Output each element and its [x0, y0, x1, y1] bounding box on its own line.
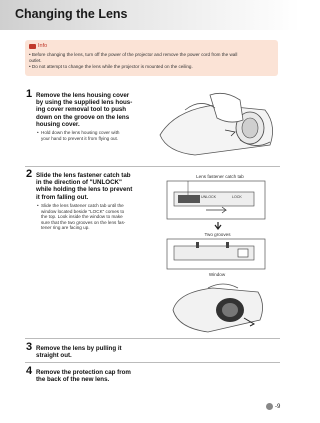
step-1-text [36, 92, 132, 128]
bullet-icon: • [37, 203, 39, 208]
step-line: it from falling out. [36, 193, 89, 201]
lens-cover-removal-illustration [155, 90, 280, 160]
step-line: down on the groove on the lens [36, 113, 130, 121]
page-number [266, 403, 280, 410]
step-line: straight out. [36, 352, 72, 360]
info-line: outlet. [29, 57, 42, 63]
note-line: Hold down the lens housing cover with [41, 130, 120, 135]
step-1-note [41, 130, 119, 141]
lock-label: LOCK [232, 195, 242, 199]
info-heading-label: Info [38, 43, 48, 49]
unlock-label: UNLOCK [201, 195, 216, 199]
step-divider [25, 362, 280, 363]
step-divider [25, 166, 280, 167]
step-line: Remove the lens by pulling it [36, 345, 122, 352]
step-3-number: 3 [26, 341, 33, 353]
language-badge-icon [266, 403, 273, 410]
lens-fastener-unlock-illustration [166, 180, 266, 220]
step-line: Remove the protection cap from [36, 369, 131, 376]
note-line: window located beside "LOCK" comes to [41, 208, 125, 214]
info-icon [29, 44, 36, 49]
note-line: the top. Look inside the window to make [41, 214, 123, 219]
step-3-text [36, 345, 122, 359]
note-line: sure that the two grooves on the lens fas- [41, 219, 126, 225]
step-line: while holding the lens to prevent [36, 186, 133, 194]
step-2-note [41, 203, 125, 231]
step-line: by using the supplied lens hous- [36, 99, 133, 107]
step-2-text [36, 172, 132, 201]
projector-lens-illustration [168, 280, 268, 335]
step-4-text [36, 369, 131, 383]
note-line: Slide the lens fastener catch tab until the [41, 203, 124, 208]
arrow-down-icon [214, 222, 222, 230]
step-line: ing cover removal tool to push [36, 106, 127, 114]
two-grooves-label: Two grooves [204, 232, 231, 237]
title-bar [0, 0, 300, 30]
step-line: housing cover. [36, 120, 80, 128]
note-line: tener ring are facing up. [41, 225, 90, 230]
lens-grooves-illustration [166, 238, 266, 270]
page-number-label: -9 [275, 403, 281, 410]
info-line: • Before changing the lens, turn off the power of the projector and remove the power cord from the wall [29, 52, 238, 57]
step-divider [25, 338, 280, 339]
step-4-number: 4 [26, 365, 33, 377]
page-title: Changing the Lens [15, 7, 128, 21]
step-line: the back of the new lens. [36, 376, 110, 384]
fastener-tab-label: Lens fastener catch tab [196, 174, 244, 179]
step-line: Remove the lens housing cover [36, 92, 130, 99]
step-2-number: 2 [26, 168, 33, 180]
window-label: Window [208, 272, 226, 277]
info-box [25, 40, 278, 76]
bullet-icon: • [37, 130, 39, 135]
info-heading [29, 43, 47, 49]
note-line: your hand to prevent it from flying out. [41, 135, 119, 141]
info-line: • Do not attempt to change the lens while the projector is mounted on the ceiling. [29, 64, 193, 69]
step-line: Slide the lens fastener catch tab [36, 172, 131, 179]
step-line: in the direction of "UNLOCK" [36, 179, 122, 187]
step-1-number: 1 [26, 88, 33, 100]
